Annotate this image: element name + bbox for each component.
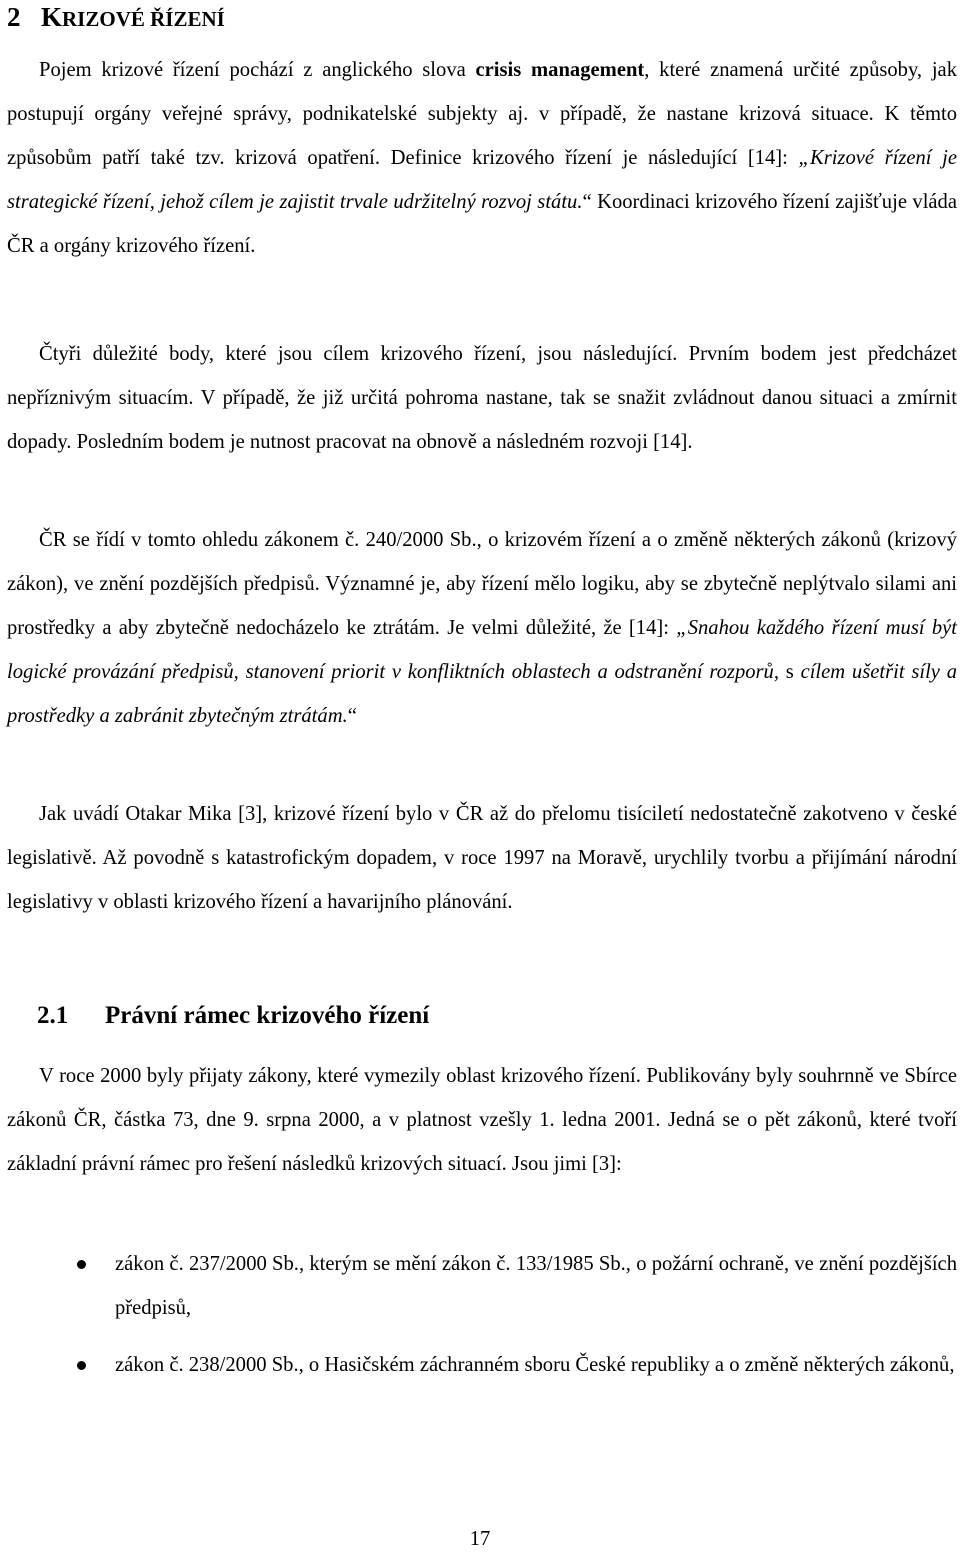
p3-text-3: “: [347, 705, 357, 727]
laws-list: [0, 1242, 960, 1400]
p5-text: V roce 2000 byly přijaty zákony, které vymezily oblast krizového řízení. Publikovány byly souhrnně ve Sbírce zákonů ČR, částka 73, dne 9. srpna 2000, a v platnost vzešly 1. ledna 2001. Jedná se o pět zákonů, které tvoří základní právní rámec pro řešení následků krizových situací. Jsou jimi [3]:: [7, 1065, 957, 1175]
section-number: 2.1: [37, 1002, 69, 1029]
paragraph-four-points: [7, 332, 957, 464]
p1-text-1: Pojem krizové řízení pochází z anglického slova: [39, 59, 476, 81]
paragraph-definition: [7, 48, 957, 268]
list-item-text: zákon č. 237/2000 Sb., kterým se mění zákon č. 133/1985 Sb., o požární ochraně, ve znění pozdějších předpisů,: [115, 1253, 957, 1319]
section-title-text: Právní rámec krizového řízení: [105, 1002, 430, 1029]
chapter-title-rest: RIZOVÉ ŘÍZENÍ: [62, 7, 225, 31]
paragraph-otakar-mika: [7, 792, 957, 924]
p3-quote-italic-1: „Snahou každého řízení musí být logické provázání předpisů, stanovení priorit v konfliktních oblastech a odstranění rozporů,: [7, 617, 957, 683]
p1-text-3: “ Koordinaci krizového řízení zajišťuje vláda ČR a orgány krizového řízení.: [7, 191, 957, 257]
chapter-heading: [7, 0, 225, 36]
section-heading: [37, 996, 429, 1036]
p3-text-1: ČR se řídí v tomto ohledu zákonem č. 240/2000 Sb., o krizovém řízení a o změně některých zákonů (krizový zákon), ve znění pozdějších předpisů. Významné je, aby řízení mělo logiku, aby se zbytečně neplýtvalo silami ani prostředky a aby zbytečně nedocházelo ke ztrátám. Je velmi důležité, že [14]:: [7, 529, 957, 639]
p1-quote-italic: „Krizové řízení je strategické řízení, jehož cílem je zajistit trvale udržitelný rozvoj státu.: [7, 147, 957, 213]
list-item-text: zákon č. 238/2000 Sb., o Hasičském záchranném sboru České republiky a o změně některých zákonů,: [115, 1354, 955, 1376]
page-number: 17: [469, 1528, 491, 1550]
list-item: [0, 1242, 957, 1330]
p3-quote-italic-2: cílem ušetřit síly a prostředky a zabránit zbytečným ztrátám.: [7, 661, 957, 727]
p4-text: Jak uvádí Otakar Mika [3], krizové řízení bylo v ČR až do přelomu tisíciletí nedostatečně zakotveno v české legislativě. Až povodně s katastrofickým dopadem, v roce 1997 na Moravě, urychlily tvorbu a přijímání národní legislativy v oblasti krizového řízení a havarijního plánování.: [7, 803, 957, 913]
paragraph-crisis-law: [7, 518, 957, 738]
p3-text-2: s: [785, 661, 801, 683]
chapter-title-initial: K: [41, 2, 63, 32]
bullet-icon: [77, 1260, 86, 1269]
p1-text-2: , které znamená určité způsoby, jak postupují orgány veřejné správy, podnikatelské subjekty aj. v případě, že nastane krizová situace. K těmto způsobům patří také tzv. krizová opatření. Definice krizového řízení je následující [14]:: [7, 59, 957, 169]
p1-term-bold: crisis management: [475, 59, 645, 81]
chapter-number: 2: [7, 2, 21, 32]
p2-text: Čtyři důležité body, které jsou cílem krizového řízení, jsou následující. Prvním bodem jest předcházet nepříznivým situacím. V případě, že již určitá pohroma nastane, tak se snažit zvládnout danou situaci a zmírnit dopady. Posledním bodem je nutnost pracovat na obnově a následném rozvoji [14].: [7, 343, 957, 453]
list-item: [0, 1343, 957, 1387]
paragraph-laws-2000: [7, 1054, 957, 1186]
bullet-icon: [77, 1361, 86, 1370]
